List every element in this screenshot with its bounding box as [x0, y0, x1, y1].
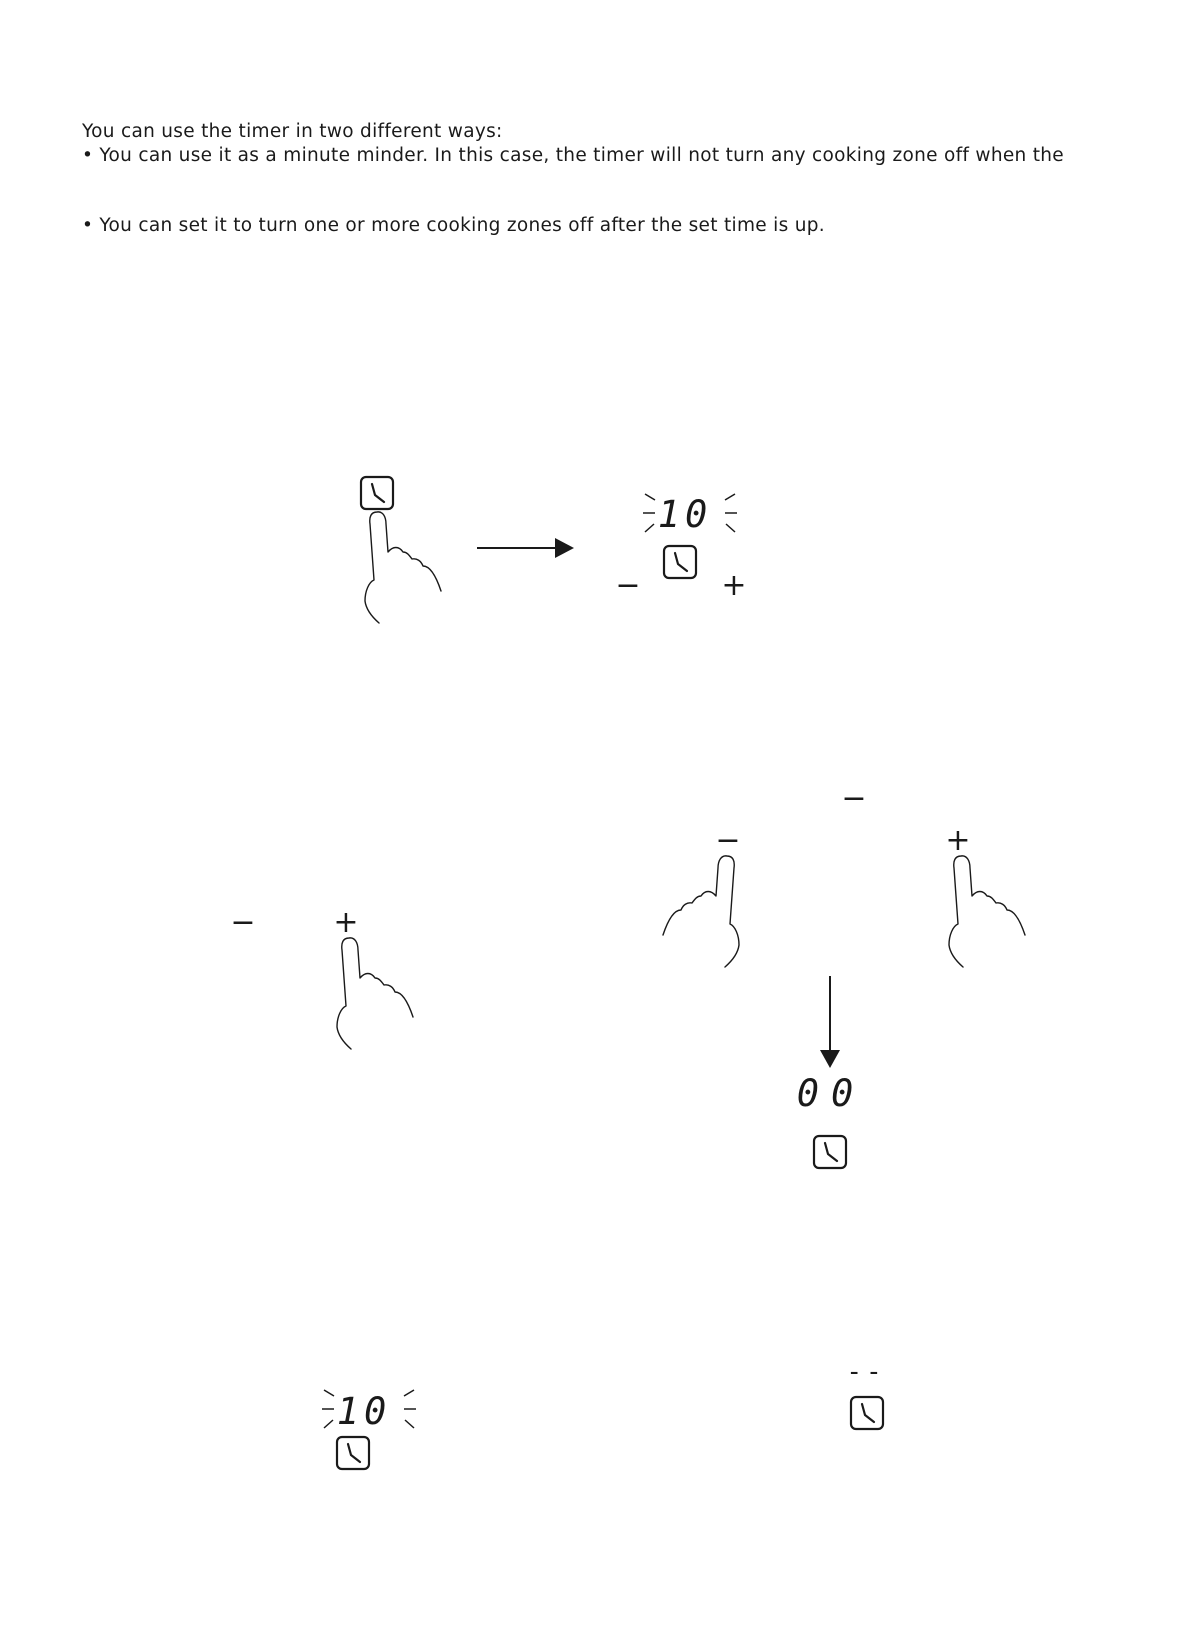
- bullet-minute-minder: • You can use it as a minute minder. In this case, the timer will not turn any cooking zone off when the: [82, 145, 1064, 166]
- hand-step2: [337, 938, 413, 1049]
- timer-icon-step3: [814, 1136, 846, 1168]
- hand-left-step3: [663, 856, 739, 967]
- hand-step1: [365, 512, 441, 623]
- right-arrow: [477, 538, 574, 558]
- minus-step3-top: −: [841, 781, 867, 816]
- hand-right-step3: [949, 856, 1025, 967]
- bullet-zone-off: • You can set it to turn one or more cooking zones off after the set time is up.: [82, 215, 825, 236]
- timer-icon-step1: [664, 546, 696, 578]
- timer-icon-step4: [337, 1437, 369, 1469]
- intro-text: You can use the timer in two different ways:: [82, 121, 503, 142]
- plus-step1: +: [721, 568, 747, 603]
- display-step1: 10: [657, 493, 713, 536]
- down-arrow: [820, 976, 840, 1068]
- plus-step2: +: [333, 905, 359, 940]
- timer-button-step1: [361, 477, 393, 509]
- plus-step3: +: [945, 823, 971, 858]
- minus-step2: −: [230, 905, 256, 940]
- minus-step3: −: [715, 823, 741, 858]
- timer-icon-step5: [851, 1397, 883, 1429]
- display-step3: 00: [796, 1072, 866, 1115]
- minus-step1: −: [615, 568, 641, 603]
- display-step4: 10: [336, 1390, 392, 1433]
- display-step5: --: [846, 1357, 886, 1387]
